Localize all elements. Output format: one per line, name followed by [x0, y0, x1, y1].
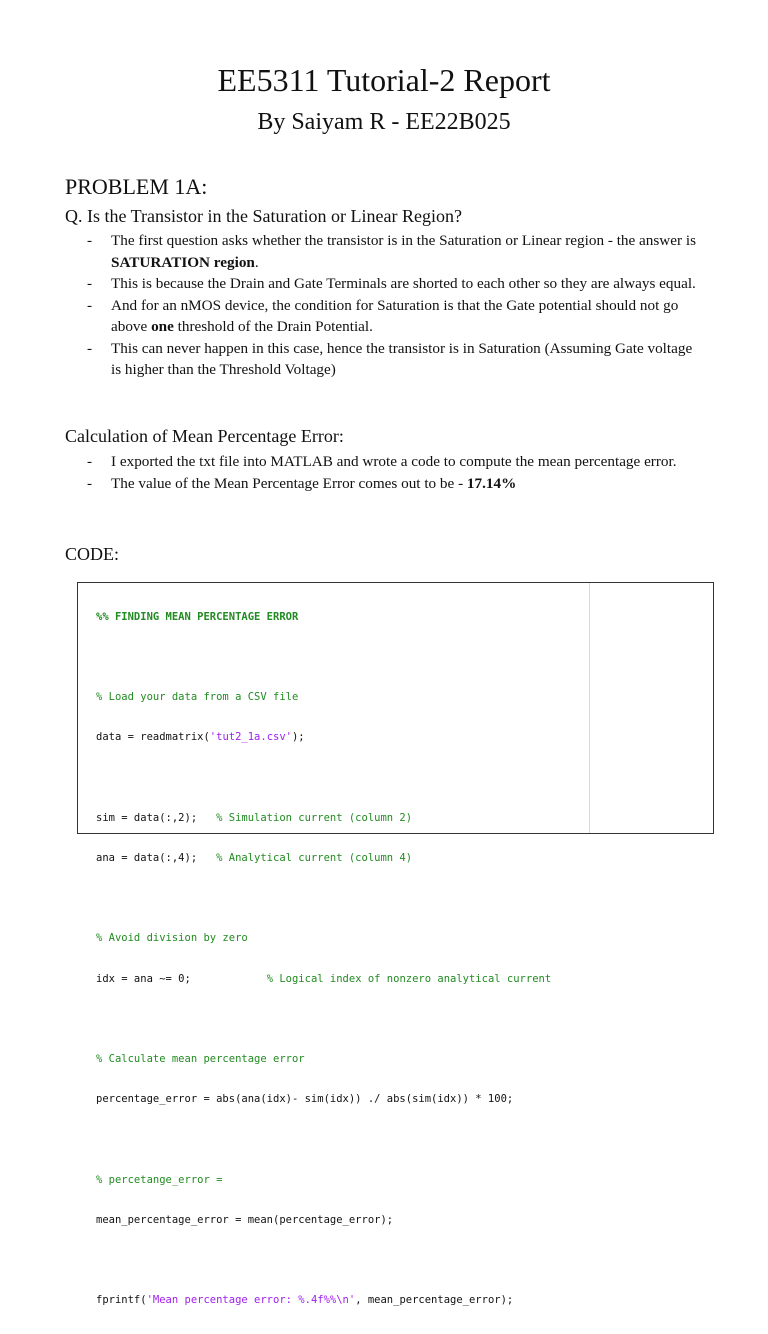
code-lines [96, 584, 551, 1334]
code-text: sim = data(:,2); [96, 811, 217, 824]
code-string: 'Mean percentage error: %.4f%%\n' [146, 1294, 356, 1307]
code-text: ana = data(:,4); [96, 852, 217, 865]
problem-heading: PROBLEM 1A: [65, 174, 208, 199]
bullet-text: And for an nMOS device, the condition for Saturation is that the Gate potential should not go above [111, 296, 679, 335]
calculation-bullet-list [85, 451, 705, 494]
bullet-text: This can never happen in this case, hence the transistor is in Saturation (Assuming Gate voltage is higher than the Threshold Voltage) [111, 339, 693, 378]
code-comment: % Avoid division by zero [96, 932, 248, 945]
code-string: 'tut2_1a.csv' [209, 731, 292, 744]
code-line [96, 731, 551, 744]
code-line [96, 1174, 551, 1187]
bullet-text: . [254, 253, 259, 271]
bullet-bold-text: one [151, 318, 174, 335]
code-line [96, 1053, 551, 1066]
list-item [85, 451, 705, 473]
code-line [96, 973, 551, 986]
calculation-heading: Calculation of Mean Percentage Error: [65, 426, 344, 446]
code-line [96, 1214, 551, 1227]
code-line [96, 932, 551, 945]
code-comment: % percetange_error = [96, 1173, 223, 1186]
code-comment: % Analytical current (column 4) [216, 852, 413, 865]
code-line [96, 1294, 551, 1307]
bullet-text: threshold of the Drain Potential. [173, 318, 373, 335]
code-line [96, 812, 551, 825]
problem-bullet-list [85, 230, 705, 381]
bullet-bold-text: 17.14% [466, 474, 517, 492]
code-comment: % Load your data from a CSV file [96, 691, 299, 704]
list-item [85, 230, 705, 273]
code-text: mean_percentage_error = mean(percentage_error); [96, 1213, 394, 1226]
bullet-text: I exported the txt file into MATLAB and wrote a code to compute the mean percentage error. [111, 453, 677, 470]
code-line [96, 691, 551, 704]
bullet-text: The value of the Mean Percentage Error comes out to be - [111, 474, 467, 492]
code-line [96, 611, 551, 624]
code-comment: % Logical index of nonzero analytical current [266, 972, 552, 985]
code-text: idx = ana ~= 0; [96, 972, 267, 985]
list-item [85, 473, 705, 495]
code-comment: % Simulation current (column 2) [216, 811, 413, 824]
code-section-header: %% FINDING MEAN PERCENTAGE ERROR [96, 610, 299, 623]
question-heading: Q. Is the Transistor in the Saturation or Linear Region? [65, 206, 462, 226]
report-author: By Saiyam R - EE22B025 [257, 109, 511, 135]
code-heading: CODE: [65, 544, 119, 564]
list-item [85, 273, 705, 295]
code-text: ); [291, 731, 305, 744]
code-line [96, 1093, 551, 1106]
list-item [85, 338, 705, 381]
bullet-bold-text: SATURATION region [111, 253, 255, 271]
code-margin-line [589, 583, 590, 833]
bullet-text: The first question asks whether the transistor is in the Saturation or Linear region - the answer is [111, 232, 696, 249]
code-text: data = readmatrix( [96, 731, 210, 744]
code-text: percentage_error = abs(ana(idx)- sim(idx)) ./ abs(sim(idx)) * 100; [96, 1093, 514, 1106]
code-comment: % Calculate mean percentage error [96, 1053, 305, 1066]
code-line [96, 852, 551, 865]
list-item [85, 295, 705, 338]
code-text: fprintf( [96, 1294, 147, 1307]
report-title: EE5311 Tutorial-2 Report [217, 62, 551, 98]
code-block [77, 582, 714, 1307]
code-text: , mean_percentage_error); [355, 1294, 514, 1307]
bullet-text: This is because the Drain and Gate Terminals are shorted to each other so they are always equal. [111, 275, 696, 292]
